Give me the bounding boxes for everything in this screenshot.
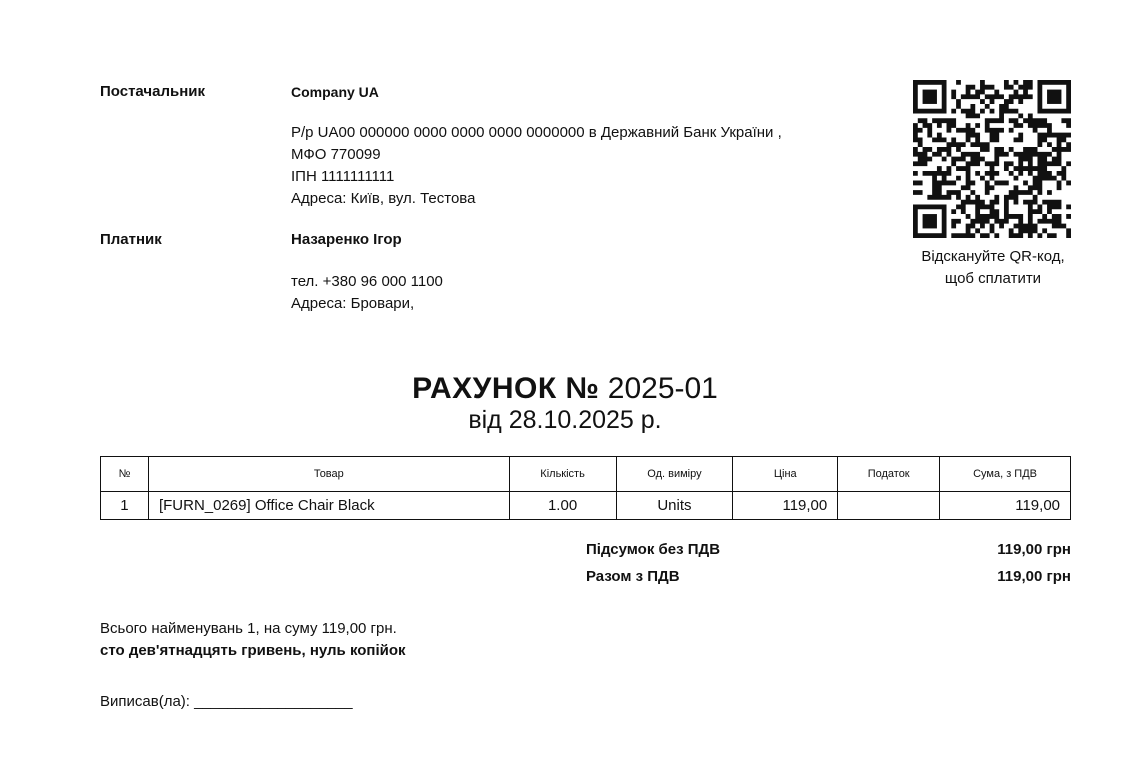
header-product: Товар bbox=[148, 457, 509, 492]
payer-name: Назаренко Ігор bbox=[291, 231, 402, 248]
row-unit: Units bbox=[616, 492, 733, 520]
summary-count: Всього найменувань 1, на суму 119,00 грн. bbox=[100, 620, 397, 637]
supplier-account: Р/р UA00 000000 0000 0000 0000 0000000 в Державний Банк України , bbox=[291, 124, 782, 141]
table-row bbox=[101, 492, 1071, 520]
table-header-row bbox=[101, 457, 1071, 492]
invoice-title-prefix: РАХУНОК № bbox=[412, 372, 600, 405]
row-product: [FURN_0269] Office Chair Black bbox=[148, 492, 509, 520]
header-qty: Кількість bbox=[509, 457, 616, 492]
row-no: 1 bbox=[101, 492, 149, 520]
qr-code-icon bbox=[913, 80, 1073, 238]
header-no: № bbox=[101, 457, 149, 492]
header-price: Ціна bbox=[733, 457, 838, 492]
supplier-name: Company UA bbox=[291, 84, 379, 100]
supplier-mfo: МФО 770099 bbox=[291, 146, 381, 163]
total-value: 119,00 грн bbox=[997, 568, 1071, 585]
total-label: Разом з ПДВ bbox=[586, 568, 680, 585]
subtotal-label: Підсумок без ПДВ bbox=[586, 541, 721, 558]
row-qty: 1.00 bbox=[509, 492, 616, 520]
invoice-title bbox=[0, 372, 1130, 406]
items-table bbox=[100, 456, 1071, 520]
supplier-label: Постачальник bbox=[100, 83, 205, 100]
header-unit: Од. виміру bbox=[616, 457, 733, 492]
signature-line: Виписав(ла): ___________________ bbox=[100, 693, 353, 710]
row-price: 119,00 bbox=[733, 492, 838, 520]
payer-phone: тел. +380 96 000 1100 bbox=[291, 273, 443, 290]
invoice-number: 2025-01 bbox=[607, 372, 718, 405]
summary-words: сто дев'ятнадцять гривень, нуль копійок bbox=[100, 642, 406, 659]
qr-caption-line1: Відскануйте QR-код, bbox=[921, 248, 1065, 265]
row-tax bbox=[838, 492, 940, 520]
row-sum: 119,00 bbox=[940, 492, 1071, 520]
header-sum: Сума, з ПДВ bbox=[940, 457, 1071, 492]
subtotal-value: 119,00 грн bbox=[997, 541, 1071, 558]
payer-label: Платник bbox=[100, 231, 162, 248]
header-tax: Податок bbox=[838, 457, 940, 492]
payer-address: Адреса: Бровари, bbox=[291, 295, 415, 312]
supplier-address: Адреса: Київ, вул. Тестова bbox=[291, 190, 476, 207]
qr-caption-line2: щоб сплатити bbox=[944, 270, 1042, 287]
invoice-date: від 28.10.2025 р. bbox=[468, 406, 662, 434]
supplier-ipn: ІПН 1111111111 bbox=[291, 168, 395, 185]
